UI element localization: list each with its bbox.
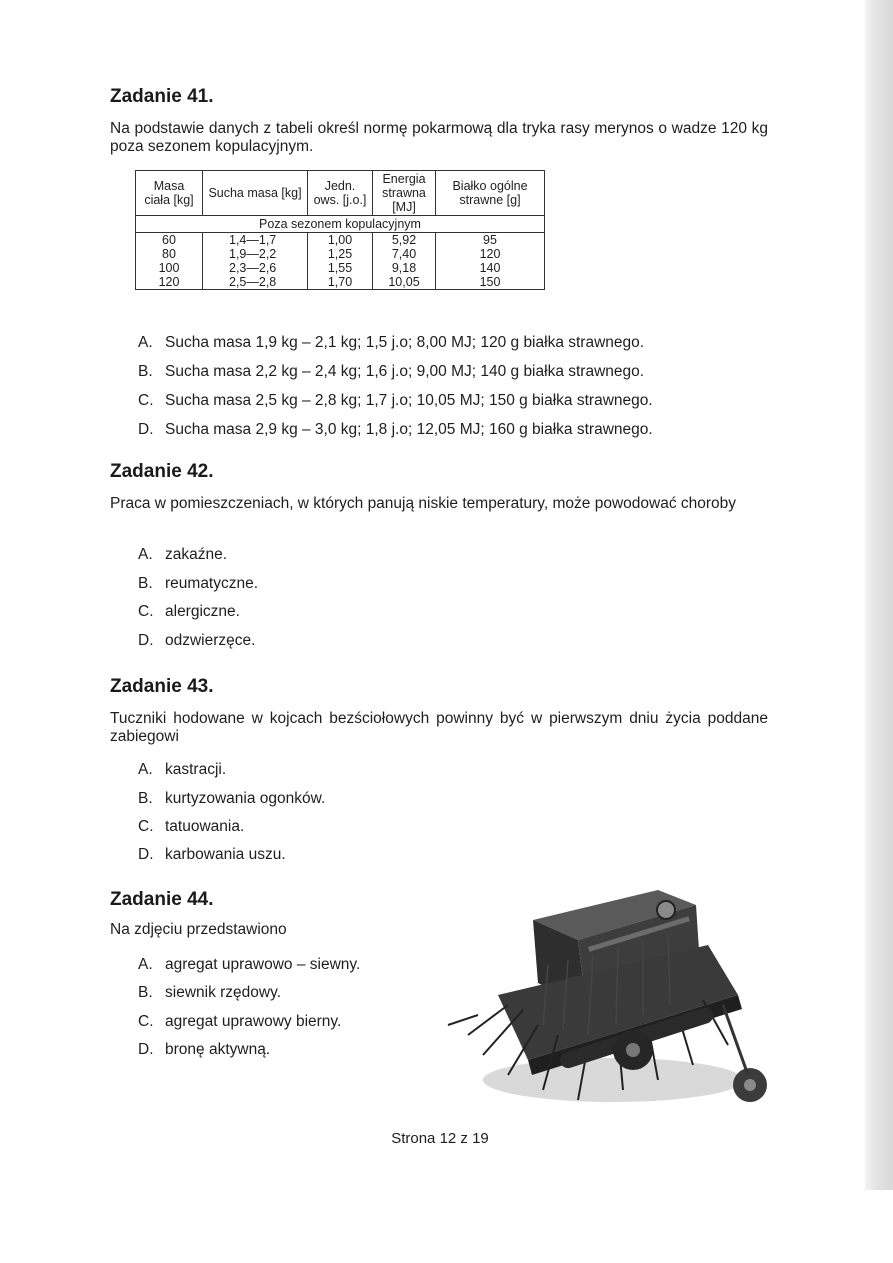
cell-sucha: 1,4—1,7 — [203, 233, 308, 248]
cell-bialko: 120 — [436, 247, 545, 261]
cell-masa: 60 — [136, 233, 203, 248]
cell-jedn: 1,25 — [308, 247, 373, 261]
task-41-text: Na podstawie danych z tabeli określ normę pokarmową dla tryka rasy merynos o wadze 120 kg poza sezonem kopulacyjnym. — [110, 120, 768, 155]
cell-sucha: 2,5—2,8 — [203, 275, 308, 290]
page-bottom — [865, 1190, 893, 1263]
header-sucha: Sucha masa [kg] — [203, 171, 308, 216]
task-41-option-d: D. Sucha masa 2,9 kg – 3,0 kg; 1,8 j.o; 12,05 MJ; 160 g białka strawnego. — [138, 421, 653, 438]
task-44-option-d: D. bronę aktywną. — [138, 1041, 271, 1058]
task-42-option-c: C. alergiczne. — [138, 603, 240, 620]
seed-drill-photo — [438, 885, 768, 1115]
cell-energia: 5,92 — [373, 233, 436, 248]
cell-jedn: 1,70 — [308, 275, 373, 290]
cell-jedn: 1,55 — [308, 261, 373, 275]
task-41-title: Zadanie 41. — [110, 86, 214, 107]
cell-sucha: 1,9—2,2 — [203, 247, 308, 261]
cell-energia: 7,40 — [373, 247, 436, 261]
task-41-option-c: C. Sucha masa 2,5 kg – 2,8 kg; 1,7 j.o; 10,05 MJ; 150 g białka strawnego. — [138, 392, 653, 409]
page-edge-shadow — [865, 0, 893, 1190]
task-44-option-c: C. agregat uprawowy bierny. — [138, 1013, 342, 1030]
task-42-option-b: B. reumatyczne. — [138, 575, 259, 592]
task-43-option-a: A. kastracji. — [138, 761, 227, 778]
cell-energia: 9,18 — [373, 261, 436, 275]
task-44-text: Na zdjęciu przedstawiono — [110, 921, 287, 938]
cell-jedn: 1,00 — [308, 233, 373, 248]
cell-masa: 120 — [136, 275, 203, 290]
task-42-option-a: A. zakaźne. — [138, 546, 228, 563]
cell-masa: 100 — [136, 261, 203, 275]
cell-masa: 80 — [136, 247, 203, 261]
cell-bialko: 95 — [436, 233, 545, 248]
header-energia: Energia strawna [MJ] — [373, 171, 436, 216]
header-bialko: Białko ogólne strawne [g] — [436, 171, 545, 216]
header-jedn: Jedn. ows. [j.o.] — [308, 171, 373, 216]
task-44-option-b: B. siewnik rzędowy. — [138, 984, 282, 1001]
task-42-title: Zadanie 42. — [110, 461, 214, 482]
task-43-option-c: C. tatuowania. — [138, 818, 245, 835]
task-42-option-d: D. odzwierzęce. — [138, 632, 256, 649]
nutrition-table — [135, 170, 545, 290]
task-43-title: Zadanie 43. — [110, 676, 214, 697]
cell-bialko: 140 — [436, 261, 545, 275]
task-41-option-b: B. Sucha masa 2,2 kg – 2,4 kg; 1,6 j.o; 9,00 MJ; 140 g białka strawnego. — [138, 363, 645, 380]
page-footer: Strona 12 z 19 — [391, 1130, 489, 1147]
cell-energia: 10,05 — [373, 275, 436, 290]
task-43-option-b: B. kurtyzowania ogonków. — [138, 790, 326, 807]
cell-bialko: 150 — [436, 275, 545, 290]
section-row: Poza sezonem kopulacyjnym — [136, 216, 545, 233]
cell-sucha: 2,3—2,6 — [203, 261, 308, 275]
task-44-title: Zadanie 44. — [110, 889, 214, 910]
task-42-text: Praca w pomieszczeniach, w których panują niskie temperatury, może powodować choroby — [110, 495, 737, 512]
task-43-text: Tuczniki hodowane w kojcach bezściołowych powinny być w pierwszym dniu życia poddane zabiegowi — [110, 710, 768, 745]
task-43-option-d: D. karbowania uszu. — [138, 846, 286, 863]
header-masa: Masa ciała [kg] — [136, 171, 203, 216]
task-41-option-a: A. Sucha masa 1,9 kg – 2,1 kg; 1,5 j.o; 8,00 MJ; 120 g białka strawnego. — [138, 334, 645, 351]
task-44-option-a: A. agregat uprawowo – siewny. — [138, 956, 361, 973]
